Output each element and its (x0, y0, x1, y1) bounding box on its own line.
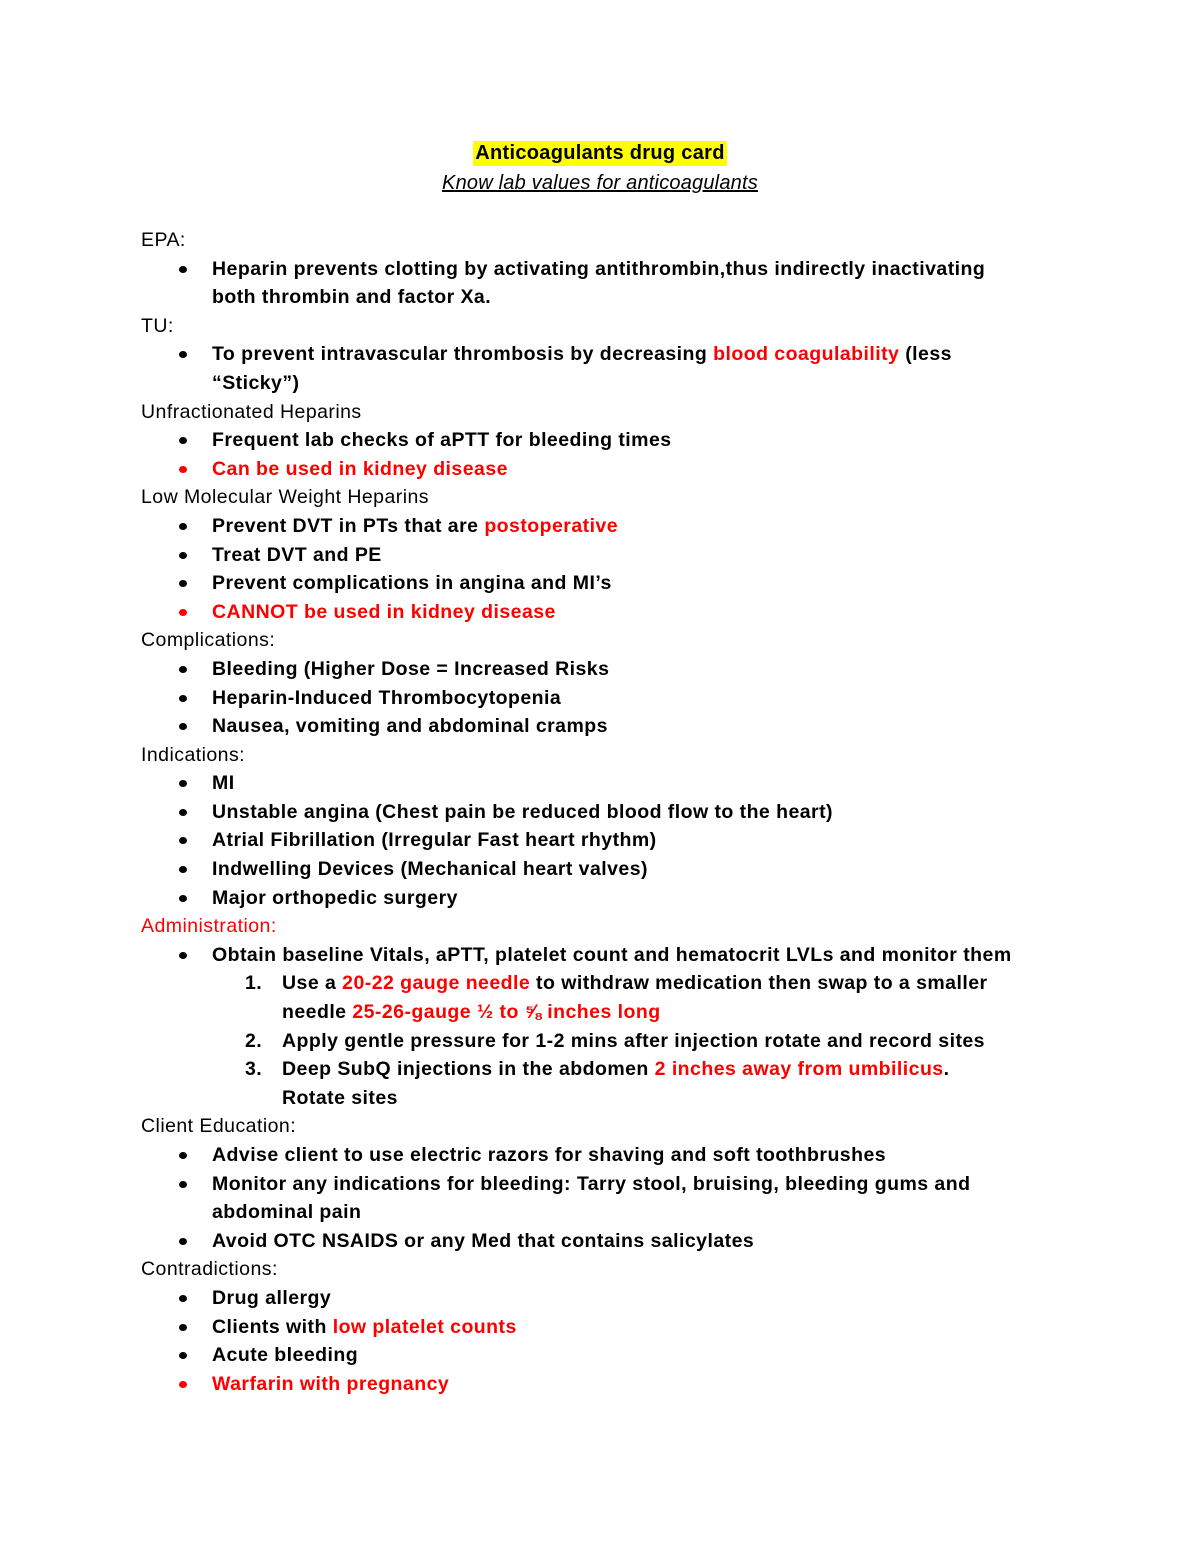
emphasis-text: 2 inches away from umbilicus (654, 1058, 944, 1081)
list-item-text: Warfarin with pregnancy (212, 1372, 450, 1395)
bullet-icon (179, 1238, 187, 1245)
list-item (141, 569, 1081, 598)
list-item-text: . (943, 1058, 950, 1081)
section-heading-complications: Complications: (141, 629, 276, 652)
list-item (141, 884, 1081, 913)
bullet-icon (179, 809, 187, 816)
list-item (141, 655, 1081, 684)
list-item-text: Bleeding (Higher Dose = Increased Risks (212, 657, 610, 680)
section-heading-tu: TU: (141, 314, 174, 337)
list-item-text: Indwelling Devices (Mechanical heart valves) (212, 858, 648, 881)
title-row (0, 141, 1200, 166)
list-item (141, 941, 1081, 970)
section-heading-administration: Administration: (141, 915, 277, 938)
list-item (141, 541, 1081, 570)
list-item-text: Drug allergy (212, 1286, 332, 1309)
list-item (141, 1313, 1081, 1342)
list-item (141, 769, 1081, 798)
list-item-text: Frequent lab checks of aPTT for bleeding times (212, 429, 672, 452)
list-item-text: MI (212, 772, 235, 795)
bullet-icon (179, 466, 187, 473)
emphasis-text: postoperative (484, 514, 619, 537)
bullet-icon (179, 723, 187, 730)
list-item-text: Clients with (212, 1315, 333, 1338)
bullet-icon (179, 1381, 187, 1388)
bullet-icon (179, 952, 187, 959)
list-item-text: to withdraw medication then swap to a smaller (530, 972, 988, 995)
bullet-icon (179, 837, 187, 844)
numbered-item (141, 969, 1081, 998)
bullet-icon (179, 552, 187, 559)
list-item (141, 426, 1081, 455)
list-item-continuation: “Sticky”) (212, 371, 300, 394)
bullet-icon (179, 1324, 187, 1331)
page-title: Anticoagulants drug card (475, 142, 725, 164)
bullet-icon (179, 1181, 187, 1188)
document-body (141, 226, 1081, 1398)
item-number: 3. (245, 1058, 263, 1081)
list-item-text: CANNOT be used in kidney disease (212, 600, 556, 623)
bullet-icon (179, 580, 187, 587)
list-item (141, 598, 1081, 627)
list-item-text: To prevent intravascular thrombosis by decreasing (212, 343, 714, 366)
list-item-text: Can be used in kidney disease (212, 457, 508, 480)
bullet-icon (179, 695, 187, 702)
list-item-text: Deep SubQ injections in the abdomen (282, 1058, 655, 1081)
list-item-text: Heparin-Induced Thrombocytopenia (212, 686, 562, 709)
section-heading-lmwh: Low Molecular Weight Heparins (141, 486, 429, 509)
list-item (141, 1370, 1081, 1399)
section-heading-indications: Indications: (141, 743, 246, 766)
subtitle-row (0, 171, 1200, 196)
item-number: 2. (245, 1029, 263, 1052)
list-item-text: needle (282, 1001, 353, 1024)
bullet-icon (179, 1295, 187, 1302)
list-item (141, 826, 1081, 855)
bullet-icon (179, 1352, 187, 1359)
list-item-text: Monitor any indications for bleeding: Tarry stool, bruising, bleeding gums and (212, 1172, 971, 1195)
bullet-icon (179, 609, 187, 616)
page-subtitle: Know lab values for anticoagulants (442, 172, 758, 194)
list-item-text: (less (899, 343, 952, 366)
list-item (141, 1170, 1081, 1199)
emphasis-text: 20-22 gauge needle (342, 972, 531, 995)
list-item-text: Prevent complications in angina and MI’s (212, 572, 612, 595)
list-item (141, 712, 1081, 741)
list-item (141, 1141, 1081, 1170)
bullet-icon (179, 437, 187, 444)
list-item (141, 855, 1081, 884)
list-item (141, 798, 1081, 827)
list-item-text: Avoid OTC NSAIDS or any Med that contains salicylates (212, 1229, 755, 1252)
list-item-continuation: both thrombin and factor Xa. (212, 286, 492, 309)
list-item-text: Nausea, vomiting and abdominal cramps (212, 715, 608, 738)
list-item-text: Major orthopedic surgery (212, 886, 458, 909)
bullet-icon (179, 895, 187, 902)
list-item-text: Advise client to use electric razors for shaving and soft toothbrushes (212, 1144, 887, 1166)
numbered-item-continuation (141, 998, 1081, 1027)
bullet-icon (179, 266, 187, 273)
list-item-text: Use a (282, 972, 343, 995)
emphasis-text: blood coagulability (713, 343, 900, 366)
section-heading-education: Client Education: (141, 1115, 297, 1138)
section-heading-contradictions: Contradictions: (141, 1258, 278, 1281)
emphasis-text: 25-26-gauge ½ to ⅝ inches long (352, 1001, 661, 1024)
list-item-text: Prevent DVT in PTs that are (212, 514, 485, 537)
bullet-icon (179, 1152, 187, 1159)
section-heading-epa: EPA: (141, 229, 186, 251)
section-heading-unfractionated: Unfractionated Heparins (141, 400, 362, 423)
numbered-item (141, 1055, 1081, 1084)
numbered-item-continuation: Rotate sites (282, 1086, 398, 1109)
bullet-icon (179, 780, 187, 787)
list-item-text: Apply gentle pressure for 1-2 mins after injection rotate and record sites (282, 1029, 985, 1052)
list-item-text: Acute bleeding (212, 1344, 359, 1367)
list-item-text: Heparin prevents clotting by activating antithrombin,thus indirectly inactivating (212, 257, 986, 280)
list-item-text: Obtain baseline Vitals, aPTT, platelet count and hematocrit LVLs and monitor them (212, 943, 1012, 966)
list-item-text: Treat DVT and PE (212, 543, 382, 566)
list-item (141, 684, 1081, 713)
list-item (141, 1227, 1081, 1256)
list-item (141, 340, 1081, 369)
list-item (141, 512, 1081, 541)
list-item (141, 455, 1081, 484)
bullet-icon (179, 866, 187, 873)
list-item (141, 1284, 1081, 1313)
bullet-icon (179, 666, 187, 673)
list-item-text: Atrial Fibrillation (Irregular Fast heart rhythm) (212, 829, 657, 852)
numbered-item (141, 1027, 1081, 1056)
bullet-icon (179, 351, 187, 358)
list-item-text: Unstable angina (Chest pain be reduced blood flow to the heart) (212, 800, 833, 823)
list-item-continuation: abdominal pain (212, 1201, 362, 1224)
bullet-icon (179, 523, 187, 530)
list-item (141, 1341, 1081, 1370)
item-number: 1. (245, 972, 263, 995)
list-item (141, 255, 1081, 284)
emphasis-text: low platelet counts (332, 1315, 517, 1338)
